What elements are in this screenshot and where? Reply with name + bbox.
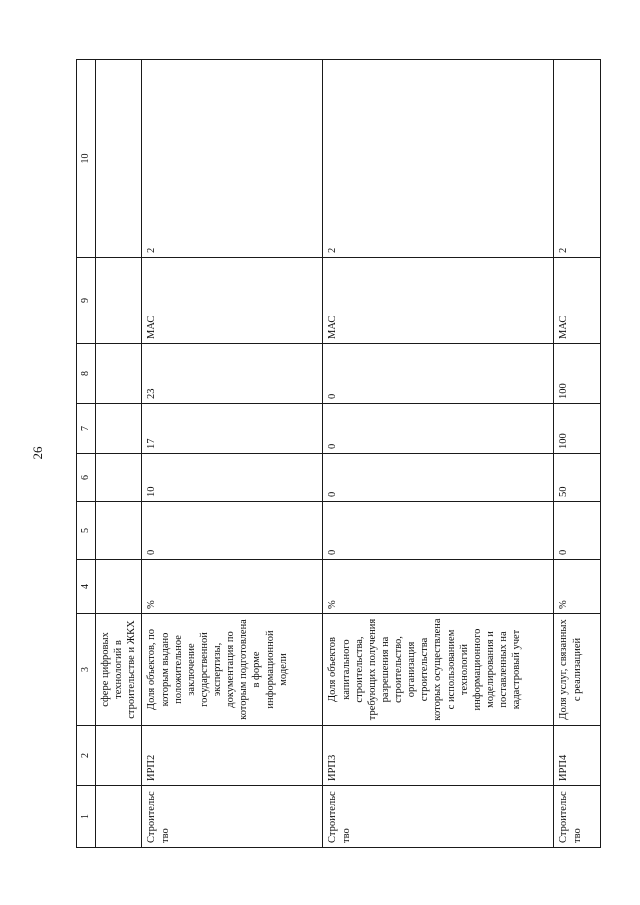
column-number: 9	[77, 258, 96, 344]
column-number: 4	[77, 560, 96, 614]
table-cell	[96, 726, 142, 786]
source-cell: МАС	[142, 258, 323, 344]
value-cell: 2	[554, 60, 601, 258]
table-cell	[96, 502, 142, 560]
value-cell: 23	[142, 344, 323, 404]
value-cell: 0	[323, 344, 554, 404]
column-number-row	[77, 60, 96, 848]
value-cell: 0	[554, 502, 601, 560]
table-cell	[96, 258, 142, 344]
column-number: 1	[77, 786, 96, 848]
value-cell: 100	[554, 404, 601, 454]
sector-cell: Строительство	[554, 786, 601, 848]
table-cell	[96, 454, 142, 502]
page-number: 26	[30, 446, 45, 460]
unit-cell: %	[323, 560, 554, 614]
column-number: 2	[77, 726, 96, 786]
value-cell: 0	[323, 404, 554, 454]
indicators-table	[76, 59, 601, 848]
table-cell	[96, 60, 142, 258]
value-cell: 0	[323, 454, 554, 502]
code-cell: ИРП3	[323, 726, 554, 786]
continuation-text: сфере цифровых технологий в строительстве и ЖКХ	[96, 614, 142, 726]
unit-cell: %	[142, 560, 323, 614]
column-number: 3	[77, 614, 96, 726]
column-number: 6	[77, 454, 96, 502]
table-row	[323, 60, 554, 848]
value-cell: 2	[142, 60, 323, 258]
source-cell: МАС	[554, 258, 601, 344]
indicator-cell: Доля объектов капитального строительства, требующих получения разрешения на строительство, организация строительства которых осуществлена с использованием технологий информационного моделирования и поставленных на кадастровый учет	[323, 614, 554, 726]
column-number: 10	[77, 60, 96, 258]
value-cell: 100	[554, 344, 601, 404]
column-number: 8	[77, 344, 96, 404]
sector-cell: Строительство	[323, 786, 554, 848]
code-cell: ИРП2	[142, 726, 323, 786]
value-cell: 10	[142, 454, 323, 502]
table-cell	[96, 404, 142, 454]
table-row	[142, 60, 323, 848]
rotated-table-frame	[76, 60, 598, 848]
value-cell: 50	[554, 454, 601, 502]
sector-cell: Строительство	[142, 786, 323, 848]
table-cell	[96, 560, 142, 614]
unit-cell: %	[554, 560, 601, 614]
value-cell: 0	[323, 502, 554, 560]
table-row	[554, 60, 601, 848]
table-cell	[96, 786, 142, 848]
value-cell: 0	[142, 502, 323, 560]
value-cell: 17	[142, 404, 323, 454]
indicator-cell: Доля объектов, по которым выдано положительное заключение государственной экспертизы, документация по которым подготовлена в форме информационной модели	[142, 614, 323, 726]
value-cell: 2	[323, 60, 554, 258]
table-cell	[96, 344, 142, 404]
indicator-cell: Доля услуг, связанных с реализацией	[554, 614, 601, 726]
continuation-row	[96, 60, 142, 848]
column-number: 5	[77, 502, 96, 560]
source-cell: МАС	[323, 258, 554, 344]
code-cell: ИРП4	[554, 726, 601, 786]
column-number: 7	[77, 404, 96, 454]
